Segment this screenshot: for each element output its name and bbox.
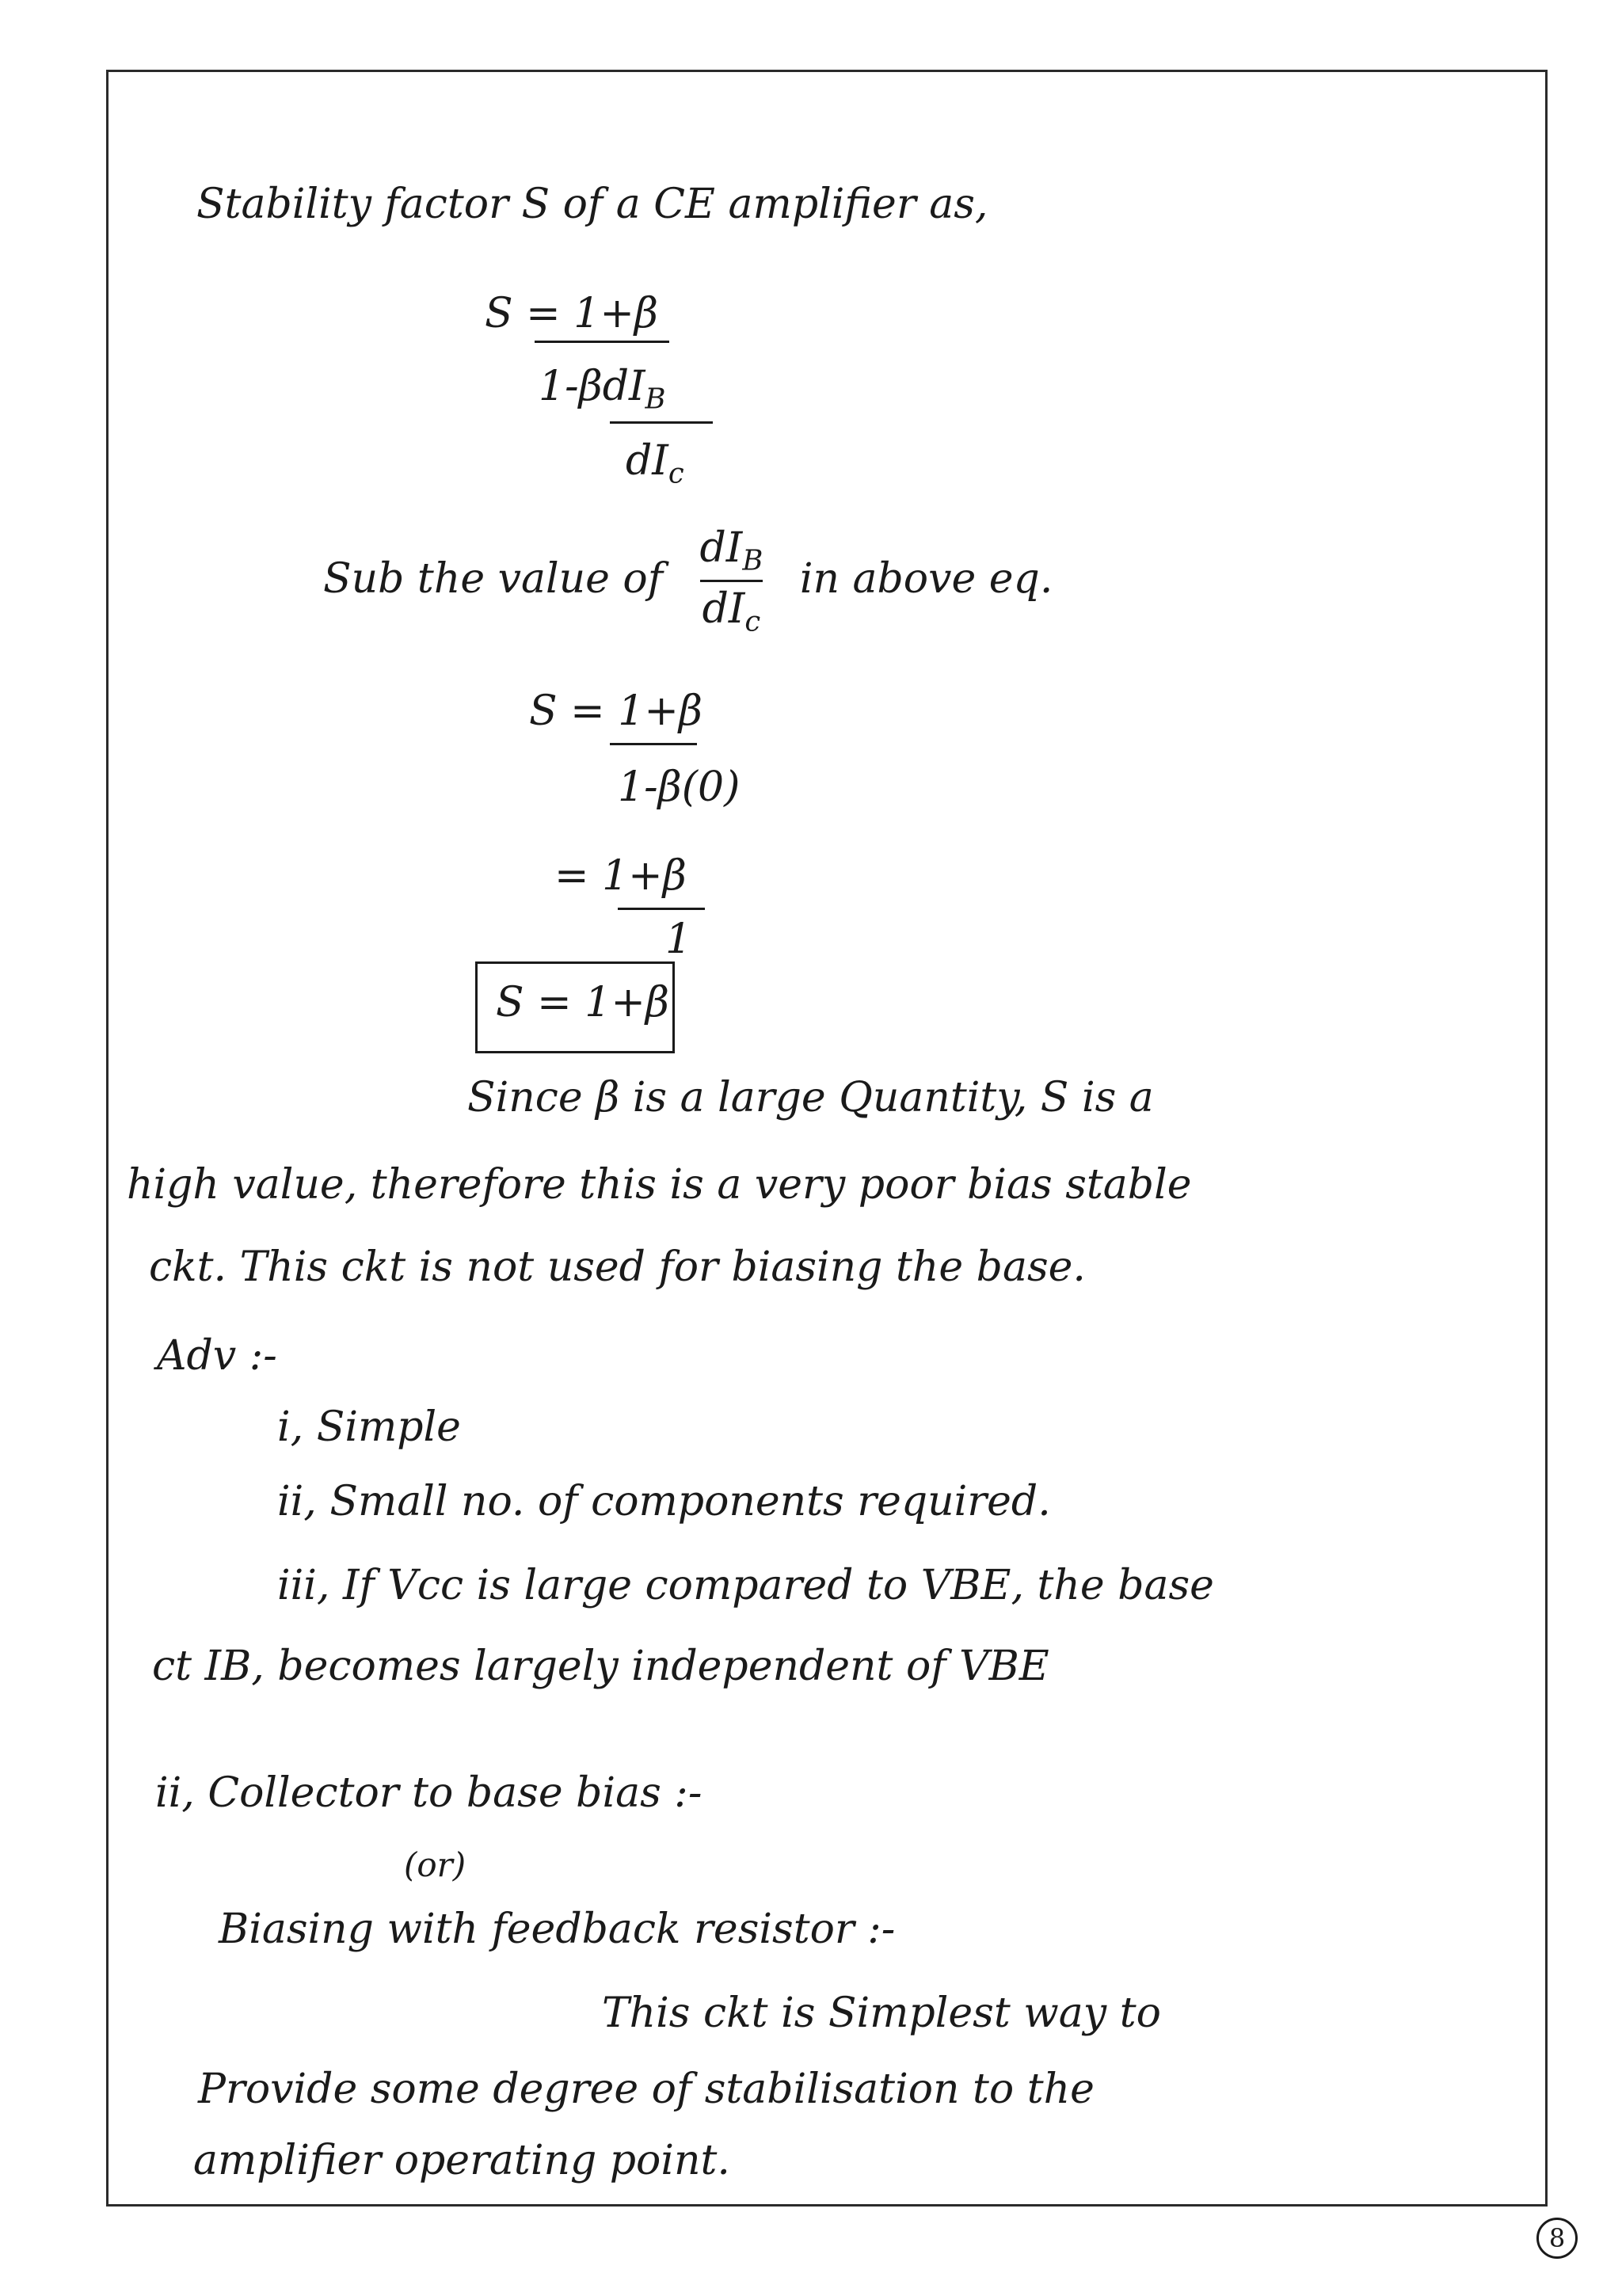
equation-inner-denominator: $dI_c$ bbox=[626, 437, 684, 490]
paragraph-line-2: high value, therefore this is a very poor bias stable bbox=[127, 1161, 1192, 1209]
or-label: (or) bbox=[404, 1845, 466, 1884]
advantage-item-1: i, Simple bbox=[277, 1403, 461, 1451]
equation-s-numerator: S = 1+β bbox=[485, 290, 658, 337]
fraction-bar bbox=[610, 743, 697, 745]
description-line-2: Provide some degree of stabilisation to the bbox=[198, 2066, 1095, 2113]
fraction-bar bbox=[618, 908, 705, 910]
page-border bbox=[106, 70, 1548, 2207]
paragraph-line-1: Since β is a large Quantity, S is a bbox=[467, 1074, 1154, 1121]
equation-s3-numerator: = 1+β bbox=[554, 852, 687, 900]
equation-s3-denominator: 1 bbox=[665, 916, 692, 963]
boxed-result-text: S = 1+β bbox=[496, 979, 669, 1026]
advantage-item-3: iii, If Vcc is large compared to VBE, the base bbox=[277, 1562, 1214, 1609]
subsection-heading: Biasing with feedback resistor :- bbox=[219, 1906, 896, 1953]
equation-s2-denominator: 1-β(0) bbox=[618, 763, 741, 811]
description-line-3: amplifier operating point. bbox=[193, 2137, 730, 2184]
description-line-1: This ckt is Simplest way to bbox=[602, 1989, 1161, 2037]
equation-s2-numerator: S = 1+β bbox=[529, 687, 702, 735]
section-heading: ii, Collector to base bias :- bbox=[155, 1769, 702, 1817]
advantage-item-2: ii, Small no. of components required. bbox=[277, 1478, 1051, 1525]
substitution-line: Sub the value of $dI_B$ $dI_c$ in above eq. bbox=[323, 524, 1053, 638]
page-number: 8 bbox=[1536, 2218, 1578, 2259]
equation-s-denominator: 1-βdI$_B$ bbox=[539, 363, 666, 416]
paragraph-line-3: ckt. This ckt is not used for biasing the base. bbox=[149, 1243, 1086, 1291]
advantage-item-3-continued: ct IB, becomes largely independent of VBE bbox=[152, 1643, 1049, 1690]
inner-fraction-bar bbox=[610, 421, 713, 424]
intro-line: Stability factor S of a CE amplifier as, bbox=[196, 181, 988, 228]
fraction-bar bbox=[535, 341, 669, 343]
advantages-heading: Adv :- bbox=[157, 1332, 277, 1380]
